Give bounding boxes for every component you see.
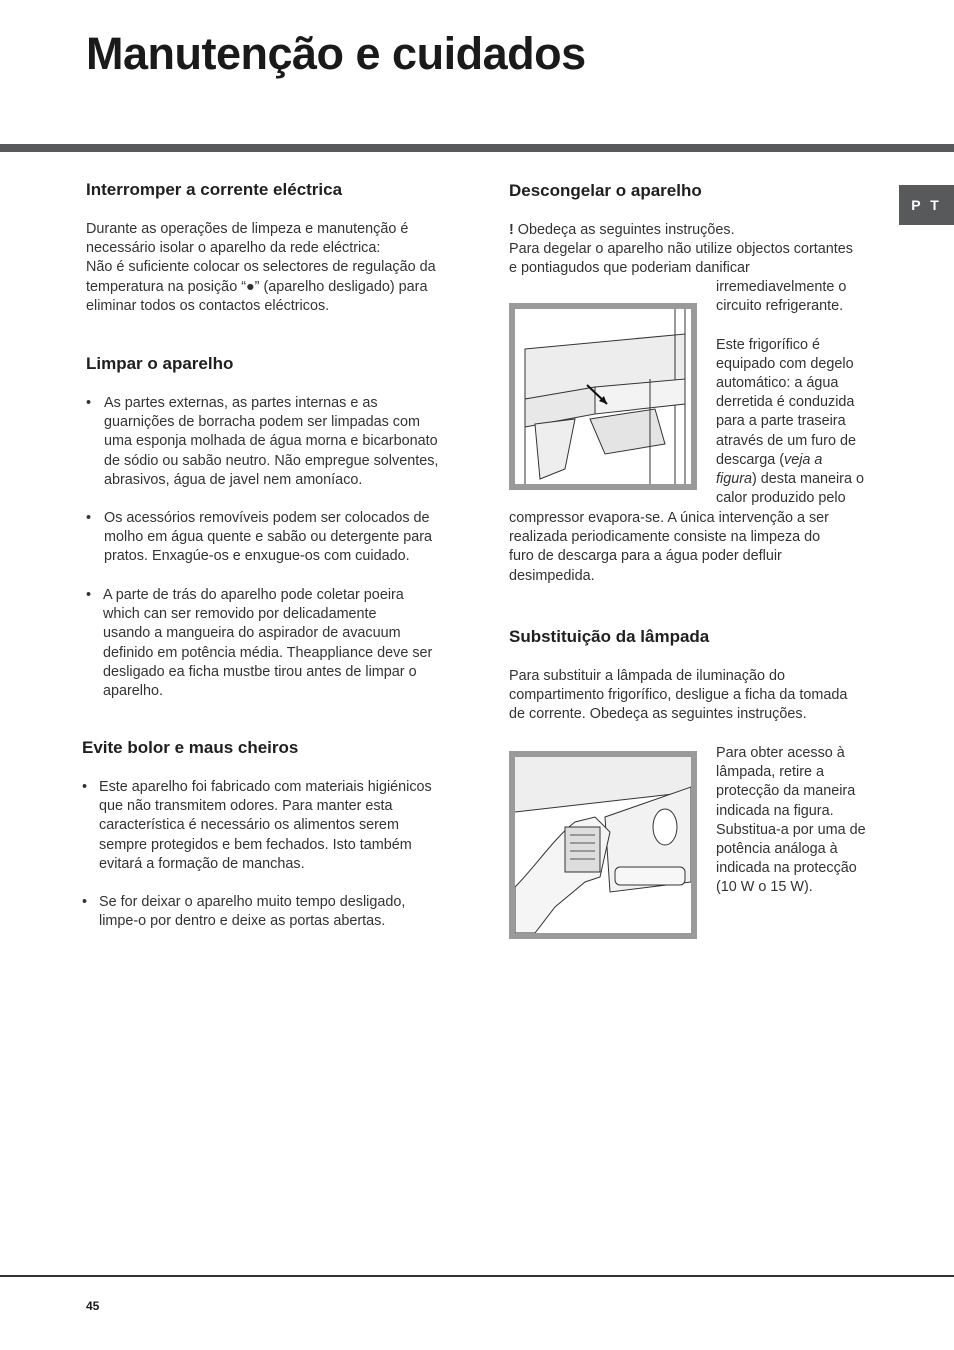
- heading-interromper: Interromper a corrente eléctrica: [86, 180, 343, 199]
- heading-limpar: Limpar o aparelho: [86, 354, 234, 373]
- lamp-figure: [509, 751, 697, 939]
- list-item: • Se for deixar o aparelho muito tempo desligado, limpe-o por dentro e deixe as portas abertas.: [82, 894, 406, 930]
- heading-substituicao: Substituição da lâmpada: [509, 627, 710, 646]
- paragraph-interromper: Durante as operações de limpeza e manutenção é necessário isolar o aparelho da rede eléctrica: Não é suficiente colocar os selectores de regulação da temperatura na posição “●” (aparelho desligado) para eliminar todos os contactos eléctricos.: [86, 221, 436, 314]
- paragraph-descongelar-after: compressor evapora-se. A única intervenção a ser realizada periodicamente consiste na limpeza do furo de descarga para a água poder defluir desimpedida.: [509, 510, 829, 584]
- language-tab: P T: [899, 185, 954, 225]
- list-item: • Este aparelho foi fabricado com materiais higiénicos que não transmitem odores. Para manter esta característica é necessário os alimentos serem sempre protegidos e bem fechados. Isto também evitará a formação de manchas.: [82, 779, 432, 872]
- heading-descongelar: Descongelar o aparelho: [509, 181, 702, 200]
- warning-mark: !: [509, 222, 514, 238]
- header-divider: [0, 144, 954, 152]
- paragraph-substituicao: Para substituir a lâmpada de iluminação do compartimento frigorífico, desligue a ficha da tomada de corrente. Obedeça as seguintes instruções.: [509, 668, 848, 723]
- list-item: • A parte de trás do aparelho pode coletar poeira which can ser removido por delicadamente usando a mangueira do aspirador de avacuum definido em potência média. Theappliance deve ser desligado ea ficha mustbe tirou antes de limpar o aparelho.: [86, 587, 433, 700]
- footer-divider: [0, 1275, 954, 1277]
- paragraph-substituicao-beside: Para obter acesso à lâmpada, retire a protecção da maneira indicada na figura. Substitua-a por uma de potência análoga à indicada na protecção (10 W o 15 W).: [716, 745, 866, 896]
- page-title: Manutenção e cuidados: [86, 28, 586, 79]
- list-item: • Os acessórios removíveis podem ser colocados de molho em água quente e sabão ou detergente para pratos. Enxagúe-os e enxugue-os com cuidado.: [86, 510, 433, 565]
- heading-evite: Evite bolor e maus cheiros: [82, 738, 299, 757]
- defrost-figure: [509, 303, 697, 490]
- paragraph-descongelar-intro: ! Obedeça as seguintes instruções. Para degelar o aparelho não utilize objectos cortantes e pontiagudos que poderiam danificar: [509, 222, 853, 277]
- page-number: 45: [86, 1299, 100, 1313]
- list-item: • As partes externas, as partes internas e as guarnições de borracha podem ser limpadas com uma esponja molhada de água morna e bicarbonato de sódio ou sabão neutro. Não empregue solventes, abrasivos, água de javel nem amoníaco.: [86, 395, 439, 488]
- paragraph-descongelar-beside: irremediavelmente o circuito refrigerante. Este frigorífico é equipado com degelo automático: a água derretida é conduzida para a parte traseira através de um furo de descarga (veja a figura) desta maneira o calor produzido pelo: [716, 279, 864, 507]
